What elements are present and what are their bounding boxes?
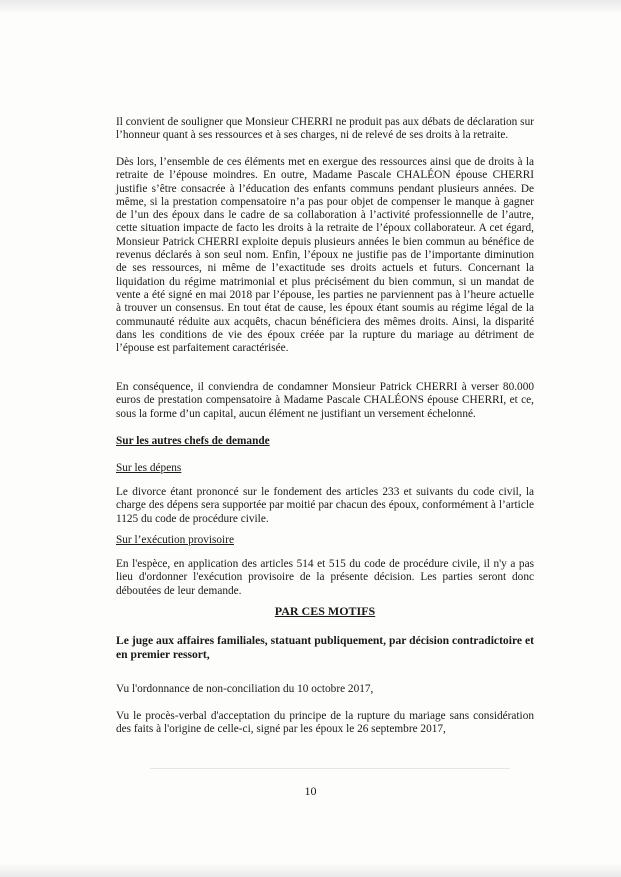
scan-bottom-edge	[0, 863, 621, 877]
paragraph-execution: En l'espèce, en application des articles 514 et 515 du code de procédure civile, il n'y a pas lieu d'ordonner l'exécution provisoire de la présente décision. Les parties seront donc déboutées de leur demande.	[116, 558, 534, 597]
paragraph-depens: Le divorce étant prononcé sur le fondement des articles 233 et suivants du code civil, la charge des dépens sera supportée par moitié par chacun des époux, conformément à l’article 1125 du code de procédure civile.	[116, 486, 534, 525]
paragraph-consequence: En conséquence, il conviendra de condamner Monsieur Patrick CHERRI à verser 80.000 euros de prestation compensatoire à Madame Pascale CHALÉONS épouse CHERRI, et ce, sous la forme d’un capital, aucun élément ne justifiant un versement échelonné.	[116, 381, 534, 420]
paragraph-declaration: Il convient de souligner que Monsieur CHERRI ne produit pas aux débats de déclaration sur l’honneur quant à ses ressources et à ses charges, ni de relevé de ses droits à la retraite.	[116, 116, 534, 142]
paragraph-juge: Le juge aux affaires familiales, statuant publiquement, par décision contradictoire et en premier ressort,	[116, 634, 534, 661]
heading-depens: Sur les dépens	[116, 462, 182, 474]
scan-top-edge	[0, 0, 621, 14]
paragraph-vu-proces-verbal: Vu le procès-verbal d'acceptation du principe de la rupture du mariage sans considération des faits à l'origine de celle-ci, signé par les époux le 26 septembre 2017,	[116, 710, 534, 736]
scan-artifact-line	[150, 768, 510, 769]
paragraph-vu-ordonnance: Vu l'ordonnance de non-conciliation du 10 octobre 2017,	[116, 683, 374, 695]
page-number: 10	[304, 784, 317, 798]
heading-autres-chefs: Sur les autres chefs de demande	[116, 435, 270, 447]
heading-par-ces-motifs: PAR CES MOTIFS	[274, 604, 376, 618]
paragraph-disparite: Dès lors, l’ensemble de ces éléments met en exergue des ressources ainsi que de droits à la retraite de l’épouse moindres. En outre, Madame Pascale CHALÉON épouse CHERRI justifie s’être consacrée à l’éducation des enfants communs pendant plusieurs années. De même, si la prestation compensatoire n’a pas pour objet de compenser le manque à gagner de l’un des époux dans le cadre de sa collaboration à l’activité professionnelle de l’autre, cette situation impacte de facto les droits à la retraite de l’époux collaborateur. A cet égard, Monsieur Patrick CHERRI exploite depuis plusieurs années le bien commun au bénéfice de revenus déclarés à son seul nom. Enfin, l’époux ne justifie pas de l’importante diminution de ses ressources, ni même de l’exactitude ses droits actuels et futurs. Concernant la liquidation du régime matrimonial et plus précisément du bien commun, si un mandat de vente a été signé en mai 2018 par l’épouse, les parties ne parviennent pas à l’heure actuelle à trouver un consensus. En tout état de cause, les époux étant soumis au régime légal de la communauté réduite aux acquêts, chacun bénéficiera des mêmes droits. Ainsi, la disparité dans les conditions de vie des époux créée par la rupture du mariage au détriment de l’épouse est parfaitement caractérisée.	[116, 156, 534, 355]
heading-execution-provisoire: Sur l’exécution provisoire	[116, 534, 234, 546]
